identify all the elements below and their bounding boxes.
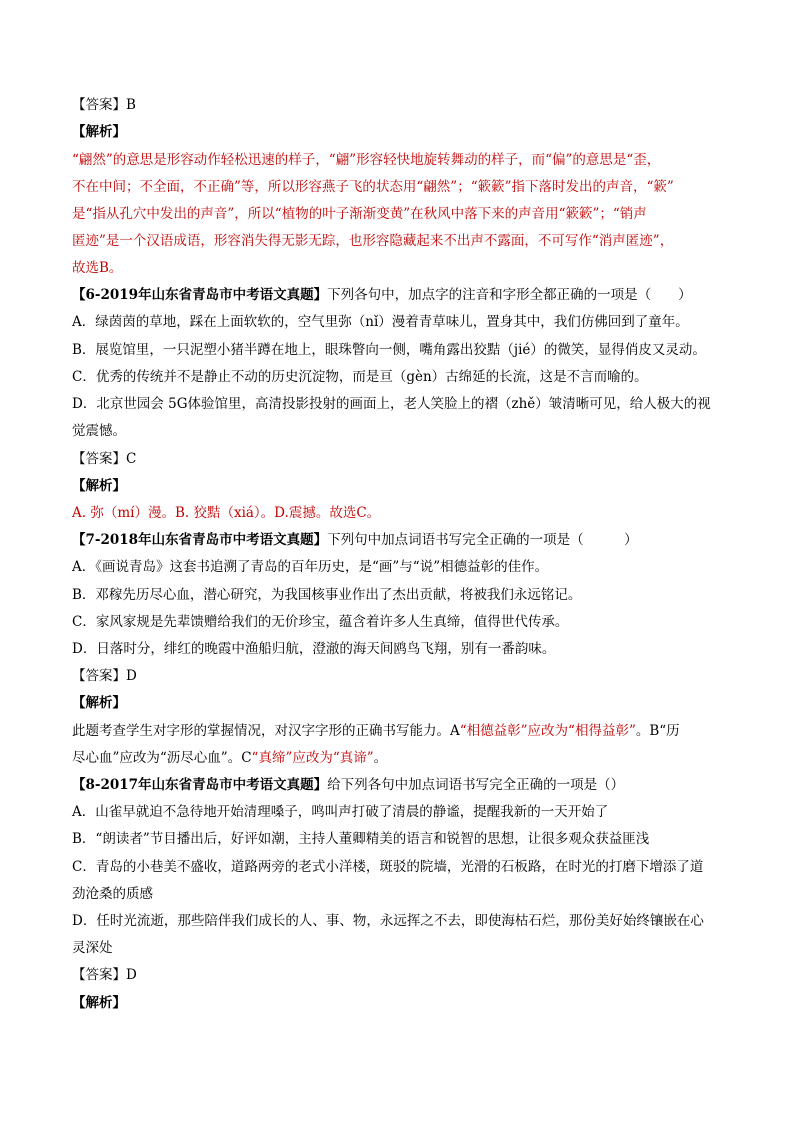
- analysis-label: 【解析】: [72, 124, 126, 140]
- answer-label: 【答案】C: [72, 451, 137, 467]
- option-d-continued: 灵深处: [72, 940, 113, 956]
- highlighted-run: “翩然”；“簌簌”: [416, 179, 512, 195]
- option-d: D．北京世园会 5G体验馆里，高清投影投射的画面上，老人笑脸上的褶（zhě）皱清晰可见，给人极大的视: [72, 396, 711, 412]
- option-c: C．优秀的传统并不是静止不动的历史沉淀物，而是亘（gèn）古绵延的长流，这是不言而喻的。: [72, 369, 648, 385]
- explanation-line: [72, 177, 674, 197]
- option-d-continued: 觉震憾。: [72, 423, 126, 439]
- question-stem: 下列句中加点词语书写完全正确的一项是（ ）: [327, 532, 638, 548]
- option-d: D．日落时分，绯红的晚霞中渔船归航，澄澈的海天间鸥鸟飞翔，别有一番韵味。: [72, 641, 556, 657]
- option-a: A．《画说青岛》这套书追溯了青岛的百年历史，是“画”与“说”相德益彰的佳作。: [72, 559, 549, 575]
- highlighted-run: “真缔”应改为“真谛”: [251, 750, 374, 766]
- text-run: 此题考查学生对字形的掌握情况，对汉字字形的正确书写能力。A: [72, 723, 460, 739]
- option-a: A．绿茵茵的草地，踩在上面软软的，空气里弥（nǐ）漫着青草味儿，置身其中，我们仿佛回到了童年。: [72, 314, 689, 330]
- question-header: [72, 775, 624, 795]
- text-run: 尽心血”应改为“沥尽心血”。C: [72, 750, 252, 766]
- text-run: 。B“历: [635, 723, 680, 739]
- text-run: 是“指从孔穴中发出的声音”，所以“植物的叶子渐渐变黄”在秋风中落下来的声音用“簌簌”；“销声: [72, 206, 647, 222]
- option-b: B．“朗读者”节目播出后，好评如潮，主持人董卿精美的语言和锐智的思想，让很多观众获益匪浅: [72, 831, 650, 847]
- option-c-continued: 劲沧桑的质感: [72, 886, 153, 902]
- option-b: B．展览馆里，一只泥塑小猪半蹲在地上，眼珠瞥向一侧，嘴角露出狡黠（jié）的微笑，显得俏皮又灵动。: [72, 342, 706, 358]
- explanation-line: [72, 721, 680, 741]
- analysis-label: 【解析】: [72, 478, 126, 494]
- option-d: D．任时光流逝，那些陪伴我们成长的人、事、物，永远挥之不去，即使海枯石烂，那份美好始终镶嵌在心: [72, 913, 704, 929]
- option-c: C．家风家规是先辈馈赠给我们的无价珍宝，蕴含着许多人生真缔，值得世代传承。: [72, 614, 569, 630]
- text-run: 故选B。: [72, 260, 123, 276]
- explanation-line: A. 弥（mí）漫。B. 狡黠（xiá）。D.震撼。故选C。: [72, 505, 381, 521]
- question-stem: 下列各句中，加点字的注音和字形全都正确的一项是（ ）: [327, 287, 692, 303]
- text-run: “翩然”的意思是形容动作轻松迅速的样子，“翩”形容轻快地旋转舞动的样子，而“偏”的意思是“歪，: [72, 152, 661, 168]
- text-run: 。: [373, 750, 388, 766]
- text-run: 匿迹”是一个汉语成语，形容消失得无影无踪，也形容隐藏起来不出声不露面，不可写作“消声匿迹”，: [72, 233, 674, 249]
- option-c: C．青岛的小巷美不盛收，道路两旁的老式小洋楼，斑驳的院墙，光滑的石板路，在时光的打磨下增添了道: [72, 859, 704, 875]
- option-a: A．山雀早就迫不急待地开始清理嗓子，鸣叫声打破了清晨的静谧，提醒我新的一天开始了: [72, 804, 609, 820]
- question-source: 【8-2017年山东省青岛市中考语文真题】: [72, 777, 328, 793]
- option-b: B．邓稼先历尽心血，潜心研究，为我国核事业作出了杰出贡献，将被我们永远铭记。: [72, 587, 582, 603]
- answer-label: 【答案】B: [72, 97, 136, 113]
- analysis-label: 【解析】: [72, 995, 126, 1011]
- explanation-line: [72, 150, 660, 170]
- explanation-line: [72, 748, 387, 768]
- analysis-label: 【解析】: [72, 695, 126, 711]
- explanation-line: [72, 258, 122, 278]
- question-header: [72, 285, 692, 305]
- highlighted-run: “相德益彰”应改为“相得益彰”: [459, 723, 636, 739]
- question-stem: 给下列各句中加点词语书写完全正确的一项是（）: [327, 777, 625, 793]
- explanation-line: [72, 231, 673, 251]
- question-header: [72, 530, 638, 550]
- text-run: 指下落时发出的声音，: [511, 179, 647, 195]
- answer-label: 【答案】D: [72, 668, 137, 684]
- question-source: 【6-2019年山东省青岛市中考语文真题】: [72, 287, 328, 303]
- explanation-line: [72, 204, 647, 224]
- question-source: 【7-2018年山东省青岛市中考语文真题】: [72, 532, 328, 548]
- highlighted-run: “簌”: [646, 179, 674, 195]
- answer-label: 【答案】D: [72, 967, 137, 983]
- text-run: 不在中间；不全面，不正确”等，所以形容燕子飞的状态用: [72, 179, 417, 195]
